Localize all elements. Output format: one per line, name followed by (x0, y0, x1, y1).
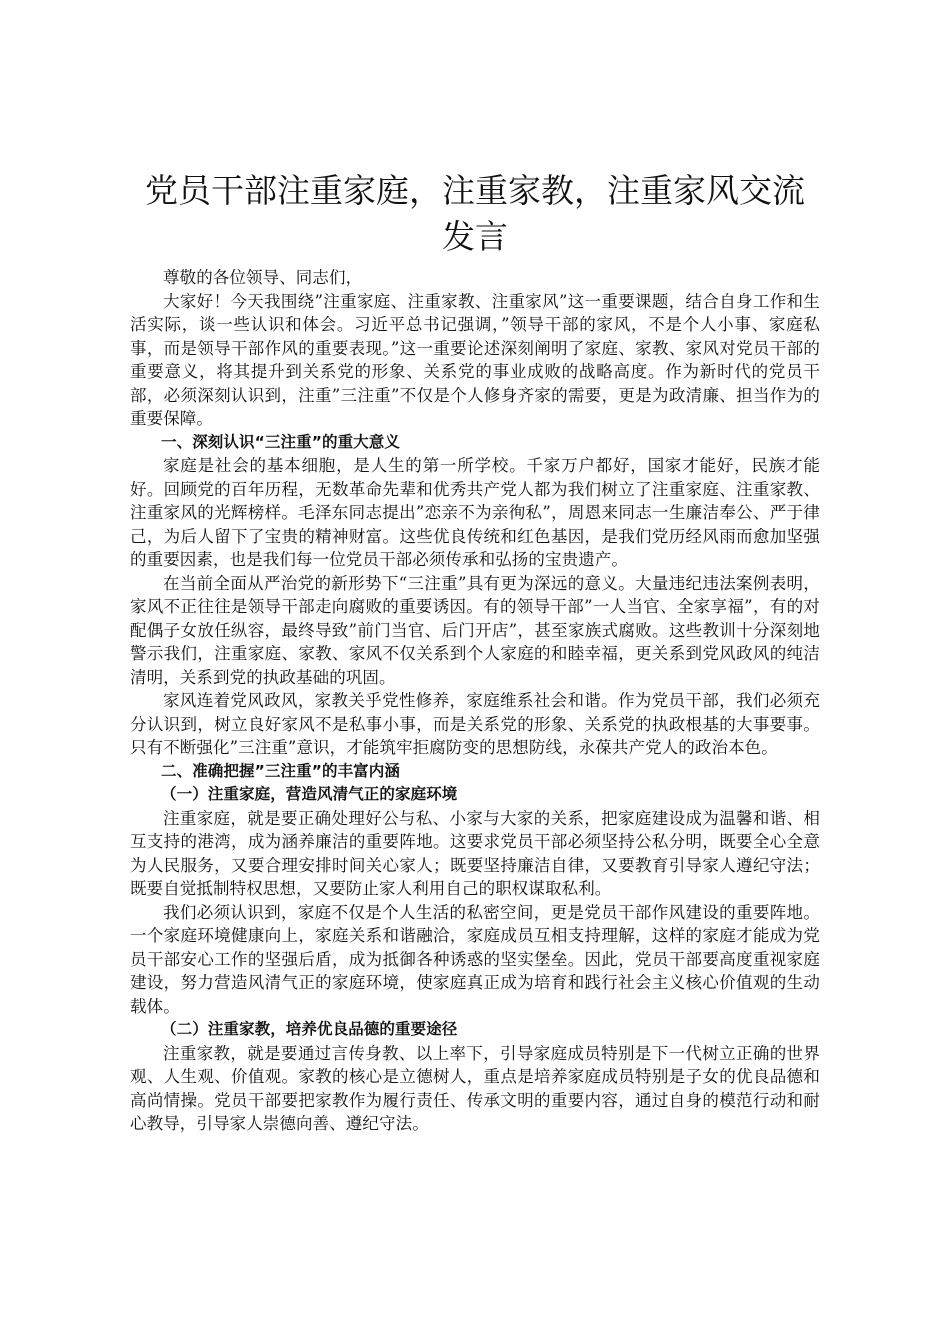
section-heading-2: 二、准确把握”三注重”的丰富内涵 (161, 761, 400, 780)
intro-paragraph: 大家好！今天我围绕”注重家庭、注重家教、注重家风”这一重要课题，结合自身工作和生活实际，谈一些认识和体会。习近平总书记强调，”领导干部的家风，不是个人小事、家庭私事，而是领导干部作风的重要表现。”这一重要论述深刻阐明了家庭、家教、家风对党员干部的重要意义，将其提升到关系党的形象、关系党的事业成败的战略高度。作为新时代的党员干部，必须深刻认识到，注重”三注重”不仅是个人修身齐家的需要，更是为政清廉、担当作为的重要保障。 (130, 291, 820, 428)
salutation: 尊敬的各位领导、同志们， (163, 268, 363, 287)
section1-paragraph-3: 家风连着党风政风，家教关乎党性修养，家庭维系社会和谐。作为党员干部，我们必须充分认识到，树立良好家风不是私事小事，而是关系党的形象、关系党的执政根基的大事要事。只有不断强化”三注重”意识，才能筑牢拒腐防变的思想防线，永葆共产党人的政治本色。 (130, 691, 820, 757)
subsection-heading-2: （二）注重家教，培养优良品德的重要途径 (161, 1020, 458, 1038)
section-heading-1: 一、深刻认识“三注重”的重大意义 (161, 432, 400, 451)
subsection2-paragraph-1: 注重家教，就是要通过言传身教、以上率下，引导家庭成员特别是下一代树立正确的世界观、人生观、价值观。家教的核心是立德树人，重点是培养家庭成员特别是子女的优良品德和高尚情操。党员干部要把家教作为履行责任、传承文明的重要内容，通过自身的模范行动和耐心教导，引导家人崇德向善、遵纪守法。 (130, 1043, 820, 1133)
section1-paragraph-1: 家庭是社会的基本细胞，是人生的第一所学校。千家万户都好，国家才能好，民族才能好。回顾党的百年历程，无数革命先辈和优秀共产党人都为我们树立了注重家庭、注重家教、注重家风的光辉榜样。毛泽东同志提出”恋亲不为亲徇私”，周恩来同志一生廉洁奉公、严于律己，为后人留下了宝贵的精神财富。这些优良传统和红色基因，是我们党历经风雨而愈加坚强的重要因素，也是我们每一位党员干部必须传承和弘扬的宝贵遗产。 (130, 456, 820, 569)
document-page (130, 168, 820, 1136)
section1-paragraph-2: 在当前全面从严治党的新形势下“三注重”具有更为深远的意义。大量违纪违法案例表明，家风不正往往是领导干部走向腐败的重要诱因。有的领导干部”一人当官、全家享福”，有的对配偶子女放任纵容，最终导致”前门当官、后门开店”，甚至家族式腐败。这些教训十分深刻地警示我们，注重家庭、家教、家风不仅关系到个人家庭的和睦幸福，更关系到党风政风的纯洁清明，关系到党的执政基础的巩固。 (130, 573, 820, 687)
subsection-heading-1: （一）注重家庭，营造风清气正的家庭环境 (161, 785, 458, 803)
document-title: 党员干部注重家庭，注重家教，注重家风交流发言 (145, 171, 805, 256)
subsection1-paragraph-2: 我们必须认识到，家庭不仅是个人生活的私密空间，更是党员干部作风建设的重要阵地。一个家庭环境健康向上，家庭关系和谐融洽，家庭成员互相支持理解，这样的家庭才能成为党员干部安心工作的坚强后盾，成为抵御各种诱惑的坚实堡垒。因此，党员干部要高度重视家庭建设，努力营造风清气正的家庭环境，使家庭真正成为培育和践行社会主义核心价值观的生动载体。 (130, 902, 820, 1016)
document-body (130, 266, 820, 1136)
subsection1-paragraph-1: 注重家庭，就是要正确处理好公与私、小家与大家的关系，把家庭建设成为温馨和谐、相互支持的港湾，成为涵养廉洁的重要阵地。这要求党员干部必须坚持公私分明，既要全心全意为人民服务，又要合理安排时间关心家人；既要坚持廉洁自律，又要教育引导家人遵纪守法；既要自觉抵制特权思想，又要防止家人利用自己的职权谋取私利。 (130, 808, 820, 898)
